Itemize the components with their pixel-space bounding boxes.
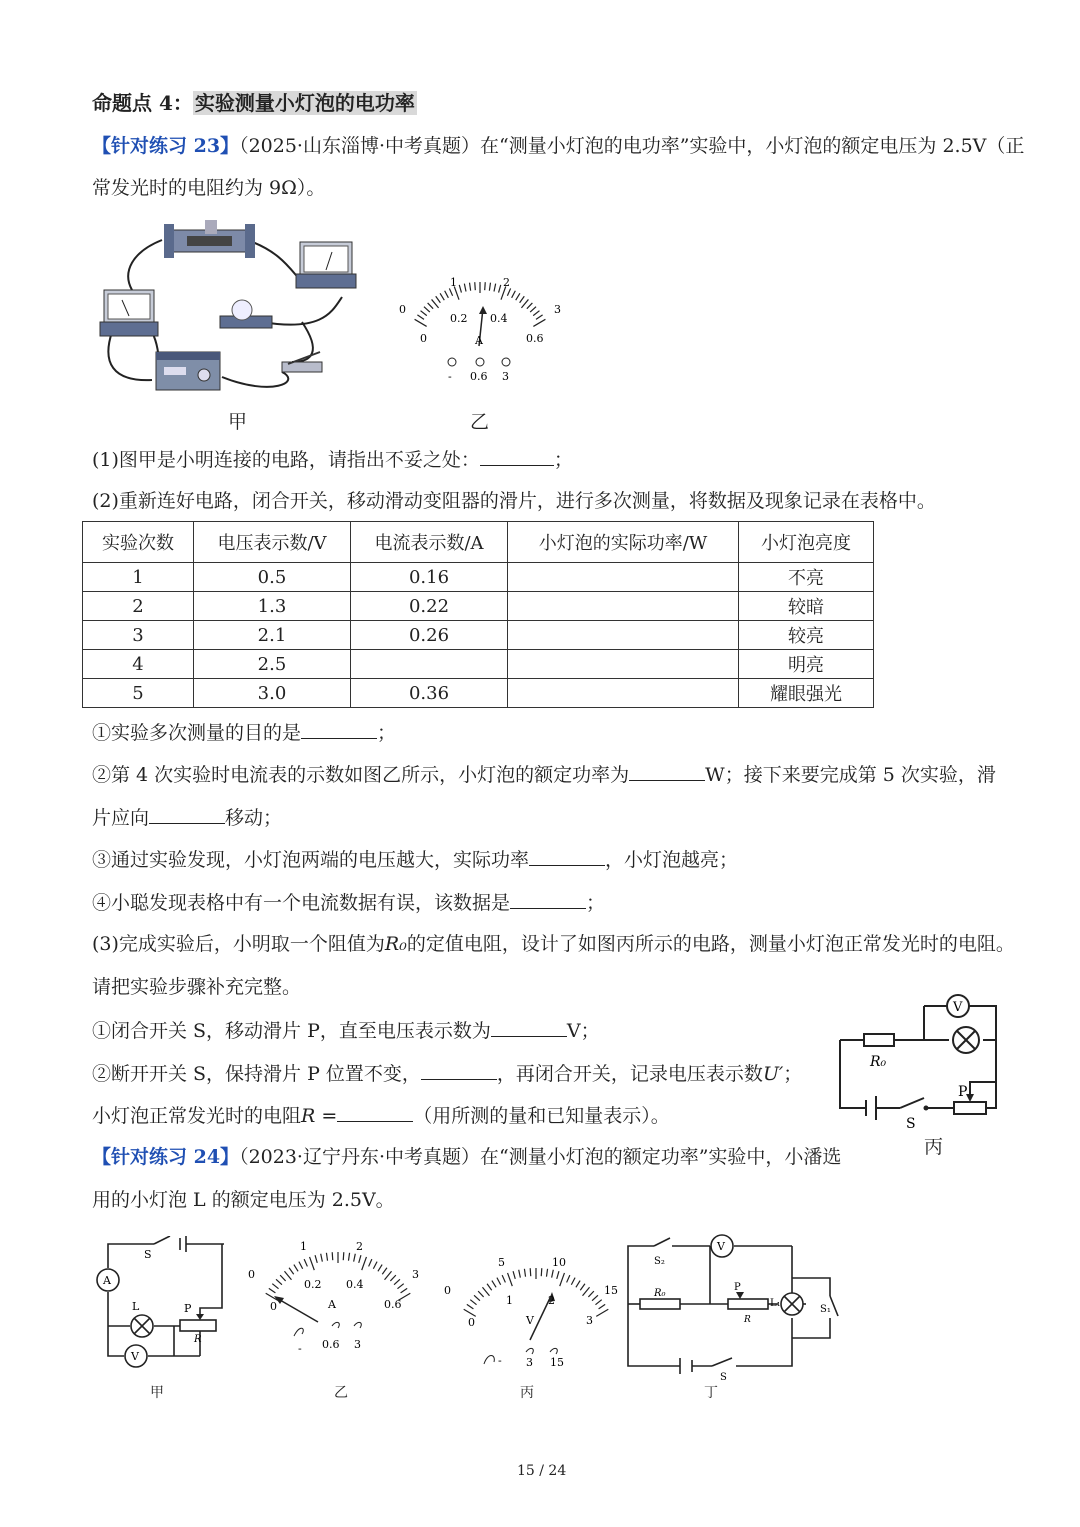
p23-text-b: 常发光时的电阻约为 9Ω）。 — [92, 177, 326, 199]
heading-prefix: 命题点 4： — [92, 91, 193, 115]
dial-tick-mark — [521, 299, 528, 307]
dial-tick-mark — [354, 1254, 356, 1262]
dial-tick-mark — [567, 1275, 570, 1282]
cell-brightness: 不亮 — [739, 563, 874, 592]
voltmeter-icon — [296, 242, 356, 288]
s1-line — [92, 720, 396, 745]
meter-dial-figure — [392, 272, 572, 384]
ding-r0-label: R₀ — [654, 1288, 666, 1299]
power-supply-icon — [156, 352, 220, 390]
yi-tick-0: 0 — [248, 1268, 255, 1281]
dial-tick-mark — [546, 1269, 547, 1277]
dial-tick-mark — [269, 1288, 276, 1293]
dial-tick-mark — [378, 1265, 382, 1272]
st1-b: V； — [566, 1020, 600, 1042]
p24-fig-yi-caption: 乙 — [334, 1385, 348, 1401]
dial-tick-mark — [373, 1262, 377, 1269]
p23-tag: 【针对练习 23】 — [92, 135, 240, 157]
s2-blank2[interactable] — [149, 805, 225, 824]
cell-trial: 1 — [83, 563, 194, 592]
dial-tick-mark — [478, 1291, 484, 1297]
yi-tick-3: 3 — [412, 1268, 419, 1281]
s2-b: W；接下来要完成第 5 次实验，滑 — [705, 764, 996, 786]
p23-text-a: 在“测量小灯泡的电功率”实验中，小灯泡的额定电压为 2.5V（正 — [480, 135, 1025, 157]
dial-tick-mark — [304, 1259, 307, 1266]
p24-meter-yi — [242, 1236, 428, 1360]
col-voltage: 电压表示数/V — [194, 522, 351, 563]
dial-tick-mark — [588, 1291, 594, 1297]
p24-fig-bing-caption: 丙 — [520, 1385, 534, 1401]
col-current: 电流表示数/A — [351, 522, 508, 563]
jia-p-label: P — [184, 1302, 192, 1315]
fig-bing-caption: 丙 — [924, 1136, 944, 1158]
p24-fig-ding-caption: 丁 — [704, 1385, 718, 1401]
st1-a: ①闭合开关 S，移动滑片 P，直至电压表示数为 — [92, 1020, 491, 1042]
dial-tick-mark — [530, 307, 536, 312]
st3-a: 小灯泡正常发光时的电阻 — [92, 1105, 302, 1127]
jia-a-label: A — [103, 1274, 111, 1287]
lamp-icon — [220, 300, 272, 328]
dial-tick-mark — [527, 303, 533, 309]
s1-a: ①实验多次测量的目的是 — [92, 722, 302, 744]
q3-a: (3)完成实验后，小明取一个阻值为 — [92, 933, 385, 955]
dial-tick-mark — [382, 1268, 387, 1275]
step1-line — [92, 1018, 600, 1043]
cell-current: 0.16 — [351, 563, 508, 592]
st2-a: ②断开开关 S，保持滑片 P 位置不变， — [92, 1063, 421, 1085]
q3-r0: R₀ — [384, 933, 407, 955]
yi-unit: A — [328, 1298, 336, 1311]
yi-sub-0.2: 0.2 — [304, 1278, 322, 1291]
dial-tick-mark — [497, 1278, 501, 1285]
table-row — [83, 650, 874, 679]
st2-b: ，再闭合开关，记录电压表示数 — [496, 1063, 763, 1085]
dial-tick-mark — [284, 1271, 291, 1279]
p24-intro-line2 — [92, 1188, 395, 1212]
ding-r-label: R — [744, 1315, 751, 1325]
dial-tick-mark — [592, 1295, 598, 1300]
dial-sub-0.6: 0.6 — [526, 332, 544, 345]
st3-blank[interactable] — [337, 1103, 413, 1122]
yi-terminal-0.6: 0.6 — [322, 1338, 340, 1351]
page-number: 15 / 24 — [517, 1463, 567, 1479]
dial-tick-mark — [459, 285, 461, 293]
p23-intro-line2 — [92, 176, 325, 200]
terminal-3: 3 — [502, 370, 509, 383]
bing24-sub-3: 3 — [586, 1314, 593, 1327]
dial-tick-mark — [533, 311, 539, 316]
dial-tick-mark — [482, 1287, 489, 1295]
s4-blank[interactable] — [510, 890, 586, 909]
bing24-terminal-neg: - — [498, 1354, 502, 1367]
dial-tick-mark — [487, 1284, 492, 1291]
dial-tick-mark — [485, 282, 486, 290]
ding-s1-label: S₁ — [820, 1304, 831, 1315]
s4-a: ④小聪发现表格中有一个电流数据有误，该数据是 — [92, 892, 511, 914]
dial-tick-mark — [513, 1271, 515, 1279]
dial-tick-mark — [362, 1257, 367, 1270]
dial-tick-mark — [385, 1271, 392, 1279]
yi-sub-0: 0 — [270, 1300, 277, 1313]
yi-sub-0.6: 0.6 — [384, 1298, 402, 1311]
cell-trial: 3 — [83, 621, 194, 650]
p24-fig-jia-caption: 甲 — [150, 1385, 164, 1401]
dial-tick-mark — [415, 319, 427, 326]
dial-tick-mark — [394, 1279, 400, 1284]
bing24-tick-5: 5 — [498, 1256, 505, 1269]
ding-l1-label: L₁ — [770, 1298, 781, 1309]
yi-tick-1: 1 — [300, 1240, 307, 1253]
table-header-row — [83, 522, 874, 563]
col-brightness: 小灯泡亮度 — [739, 522, 874, 563]
s3-blank[interactable] — [529, 847, 605, 866]
bing24-tick-10: 10 — [552, 1256, 566, 1269]
dial-tick-mark — [428, 303, 434, 309]
cell-power — [508, 592, 739, 621]
lamp-symbol — [953, 1027, 979, 1053]
p24-circuit-jia — [94, 1236, 224, 1372]
s3-a: ③通过实验发现，小灯泡两端的电压越大，实际功率 — [92, 849, 530, 871]
dial-tick-mark — [494, 284, 496, 292]
dial-tick-mark — [489, 283, 490, 291]
cell-power — [508, 621, 739, 650]
cell-brightness: 耀眼强光 — [739, 679, 874, 708]
dial-tick-mark — [519, 1270, 521, 1278]
yi-terminal-neg: - — [298, 1342, 302, 1355]
q3-b: 的定值电阻，设计了如图丙所示的电路，测量小灯泡正常发光时的电阻。 — [406, 933, 1015, 955]
cell-voltage: 0.5 — [194, 563, 351, 592]
s2-d: 移动； — [225, 807, 283, 829]
ding-s2-label: S₂ — [654, 1256, 665, 1267]
cell-current: 0.22 — [351, 592, 508, 621]
cell-voltage: 2.1 — [194, 621, 351, 650]
dial-tick-mark — [321, 1254, 323, 1262]
s4-line — [92, 890, 605, 915]
heading-title: 实验测量小灯泡的电功率 — [194, 91, 415, 115]
table-row — [83, 563, 874, 592]
cell-brightness: 较暗 — [739, 592, 874, 621]
q2-text: (2)重新连好电路，闭合开关，移动滑动变阻器的滑片，进行多次测量，将数据及现象记录在表格中。 — [92, 490, 936, 512]
dial-tick-mark — [294, 1265, 298, 1272]
st3-r: R — [301, 1105, 316, 1127]
fig-jia-caption: 甲 — [228, 411, 248, 433]
dial-zero-low: 0 — [420, 332, 427, 345]
dial-tick-mark — [417, 315, 424, 320]
fig-yi-caption: 乙 — [470, 411, 490, 433]
dial-tick-mark — [436, 296, 441, 303]
dial-tick-mark — [560, 1273, 565, 1286]
q1-blank[interactable] — [480, 447, 554, 466]
q1-text: (1)图甲是小明连接的电路，请指出不妥之处： — [92, 449, 480, 471]
cell-power — [508, 679, 739, 708]
dial-tick-mark — [533, 319, 545, 326]
st1-blank[interactable] — [491, 1018, 567, 1037]
dial-tick-mark — [343, 1252, 344, 1260]
s2-line1 — [92, 762, 996, 787]
terminal-0.6: 0.6 — [470, 370, 488, 383]
dial-tick-mark — [524, 1269, 525, 1277]
dial-sub-0.2: 0.2 — [450, 312, 468, 325]
dial-tick-mark — [552, 1270, 554, 1278]
dial-tick-mark — [390, 1275, 396, 1281]
yi-sub-0.4: 0.4 — [346, 1278, 364, 1291]
p24-source: （2023·辽宁丹东·中考真题） — [239, 1146, 480, 1168]
rheostat-symbol — [954, 1102, 986, 1114]
dial-tick-3: 3 — [554, 303, 561, 316]
dial-tick-mark — [583, 1287, 590, 1295]
dial-tick-mark — [595, 1300, 601, 1305]
p24-circuit-ding — [624, 1234, 844, 1384]
cell-brightness: 明亮 — [739, 650, 874, 679]
step2-line — [92, 1061, 802, 1086]
p24-meter-bing — [438, 1252, 624, 1376]
dial-tick-mark — [516, 293, 520, 300]
dial-tick-mark — [541, 1268, 542, 1276]
dial-tick-mark — [475, 282, 476, 290]
s4-b: ； — [586, 892, 606, 914]
bing24-tick-0: 0 — [444, 1284, 451, 1297]
cell-trial: 5 — [83, 679, 194, 708]
cell-current: 0.26 — [351, 621, 508, 650]
resistor-r0 — [864, 1034, 894, 1046]
dial-tick-2: 2 — [503, 276, 510, 289]
dial-tick-mark — [508, 1273, 513, 1286]
bing-p-label: P — [958, 1084, 968, 1100]
terminal-neg: - — [448, 370, 452, 383]
dial-tick-mark — [440, 293, 444, 300]
col-trial: 实验次数 — [83, 522, 194, 563]
dial-tick-mark — [502, 1275, 505, 1282]
st2-blank[interactable] — [421, 1061, 497, 1080]
figure-apparatus — [92, 212, 372, 402]
dial-tick-mark — [599, 1304, 606, 1309]
dial-tick-mark — [464, 284, 466, 292]
p23-intro-line1 — [92, 134, 1024, 158]
dial-tick-mark — [470, 283, 471, 291]
cell-current: 0.36 — [351, 679, 508, 708]
dial-tick-mark — [326, 1253, 327, 1261]
dial-tick-mark — [580, 1284, 585, 1291]
dial-tick-1: 1 — [450, 276, 457, 289]
yi-tick-2: 2 — [356, 1240, 363, 1253]
jia-v-label: V — [131, 1350, 139, 1363]
p24-tag: 【针对练习 24】 — [92, 1146, 240, 1168]
yi-terminal-3: 3 — [354, 1338, 361, 1351]
st3-b: （用所测的量和已知量表示）。 — [413, 1105, 670, 1127]
dial-tick-mark — [512, 291, 516, 298]
cell-voltage: 2.5 — [194, 650, 351, 679]
ammeter-icon — [100, 290, 158, 336]
data-table — [82, 521, 874, 708]
ding-v-label: V — [717, 1240, 725, 1253]
s3-line — [92, 847, 738, 872]
p24-text-b: 用的小灯泡 L 的额定电压为 2.5V。 — [92, 1189, 395, 1211]
dial-unit: A — [475, 334, 483, 347]
dial-tick-mark — [432, 299, 439, 307]
dial-tick-mark — [492, 1281, 496, 1288]
dial-tick-mark — [332, 1252, 333, 1260]
table-row — [83, 621, 874, 650]
dial-tick-mark — [369, 1259, 372, 1266]
dial-tick-mark — [289, 1268, 294, 1275]
jia-l-label: L — [132, 1300, 140, 1313]
dial-tick-mark — [557, 1271, 559, 1279]
step3-line — [92, 1103, 670, 1128]
dial-tick-mark — [348, 1253, 349, 1261]
q1-line — [92, 447, 573, 472]
q1-end: ； — [553, 449, 573, 471]
cell-power — [508, 563, 739, 592]
switch-icon — [282, 352, 322, 372]
dial-tick-mark — [299, 1262, 303, 1269]
dial-tick-mark — [596, 1309, 608, 1316]
dial-tick-mark — [499, 285, 501, 293]
dial-tick-mark — [571, 1278, 575, 1285]
p23-source: （2025·山东淄博·中考真题） — [239, 135, 480, 157]
voltmeter-symbol — [947, 995, 969, 1017]
dial-tick-mark — [424, 307, 430, 312]
bing24-sub-1: 1 — [506, 1294, 513, 1307]
bing24-sub-2: 2 — [548, 1294, 555, 1307]
s2-line2 — [92, 805, 282, 830]
table-row — [83, 679, 874, 708]
dial-tick-mark — [280, 1275, 286, 1281]
q3-line2 — [92, 975, 301, 999]
bing24-tick-15: 15 — [604, 1284, 618, 1297]
col-power: 小灯泡的实际功率/W — [508, 522, 739, 563]
bing-v-label: V — [953, 1000, 963, 1015]
dial-sub-0.4: 0.4 — [490, 312, 508, 325]
dial-tick-mark — [397, 1284, 403, 1289]
dial-tick-mark — [520, 296, 525, 303]
bing24-terminal-15: 15 — [550, 1356, 564, 1369]
bing24-unit: V — [526, 1314, 534, 1327]
s2-blank1[interactable] — [629, 762, 705, 781]
dial-tick-mark — [276, 1279, 282, 1284]
st3-eq: = — [315, 1105, 338, 1127]
dial-tick-mark — [576, 1281, 580, 1288]
dial-tick-0: 0 — [399, 303, 406, 316]
cell-trial: 2 — [83, 592, 194, 621]
s3-b: ，小灯泡越亮； — [605, 849, 739, 871]
dial-tick-mark — [445, 291, 449, 298]
dial-tick-mark — [474, 1295, 480, 1300]
jia-r-label: R — [194, 1334, 202, 1345]
dial-tick-mark — [421, 311, 427, 316]
s2-a: ②第 4 次实验时电流表的示数如图乙所示，小灯泡的额定功率为 — [92, 764, 630, 786]
q3-c: 请把实验步骤补充完整。 — [92, 976, 302, 998]
bing-s-label: S — [906, 1116, 916, 1130]
ding-p-label: P — [734, 1282, 741, 1293]
s2-c: 片应向 — [92, 807, 150, 829]
q3-line1 — [92, 932, 1015, 956]
p24-text-a: 在“测量小灯泡的额定功率”实验中，小潘选 — [480, 1146, 842, 1168]
dial-tick-mark — [507, 288, 510, 295]
dial-tick-mark — [530, 1268, 531, 1276]
circuit-figure-bing — [836, 990, 1016, 1130]
dial-tick-mark — [536, 315, 543, 320]
dial-tick-mark — [315, 1255, 317, 1263]
st2-c: ； — [783, 1063, 803, 1085]
dial-tick-mark — [359, 1255, 361, 1263]
bing-r0-label: R₀ — [870, 1054, 887, 1070]
s1-b: ； — [377, 722, 397, 744]
cell-voltage: 1.3 — [194, 592, 351, 621]
dial-tick-mark — [470, 1300, 476, 1305]
cell-brightness: 较亮 — [739, 621, 874, 650]
cell-trial: 4 — [83, 650, 194, 679]
dial-tick-mark — [449, 288, 452, 295]
s1-blank[interactable] — [301, 720, 377, 739]
table-row — [83, 592, 874, 621]
bing24-sub-0: 0 — [468, 1316, 475, 1329]
dial-tick-mark — [467, 1304, 474, 1309]
section-heading — [92, 91, 417, 115]
dial-tick-mark — [401, 1288, 408, 1293]
q2-line — [92, 489, 936, 513]
cell-current — [351, 650, 508, 679]
p24-intro-line1 — [92, 1145, 841, 1169]
dial-tick-mark — [310, 1257, 315, 1270]
cell-power — [508, 650, 739, 679]
bing24-terminal-3: 3 — [526, 1356, 533, 1369]
cell-voltage: 3.0 — [194, 679, 351, 708]
ding-s-label: S — [720, 1372, 727, 1383]
dial-tick-mark — [272, 1284, 278, 1289]
st2-u: U′ — [762, 1063, 784, 1085]
jia-s-label: S — [144, 1248, 152, 1261]
rheostat-icon — [164, 220, 255, 258]
